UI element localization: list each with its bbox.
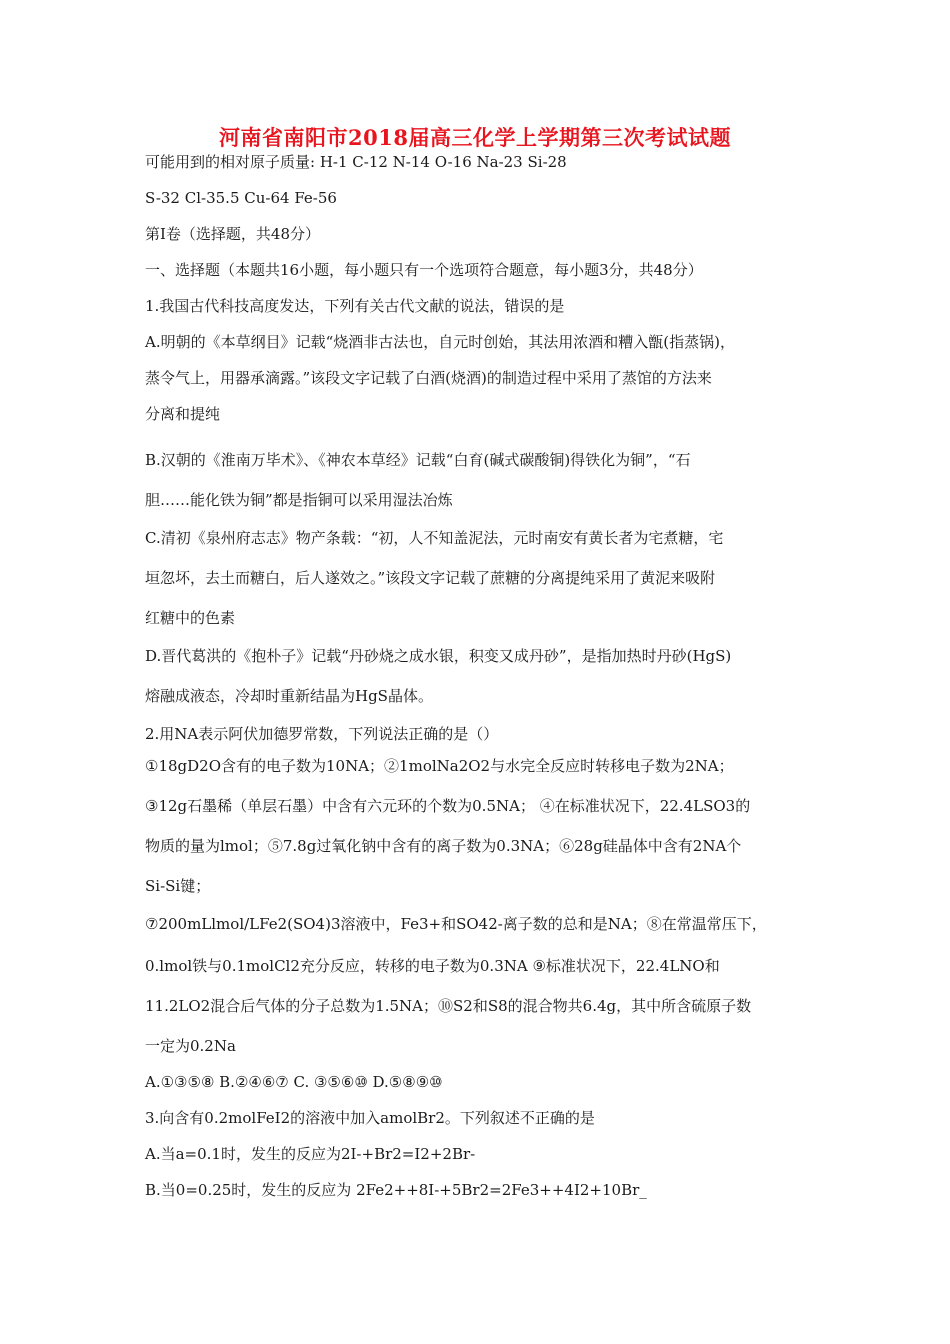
question-2-statement-line-2: ③12g石墨稀（单层石墨）中含有六元环的个数为0.5NA； ④在标准状况下，22.4LSO3的	[145, 797, 751, 815]
question-1-option-c-line-3: 红糖中的色素	[145, 609, 236, 627]
question-1-option-d-line-1: D.晋代葛洪的《抱朴子》记载“丹砂烧之成水银，积变又成丹砂”，是指加热时丹砂(HgS)	[145, 647, 732, 665]
question-2-statement-line-5: ⑦200mLlmol/LFe2(SO4)3溶液中，Fe3+和SO42-离子数的总和是NA；⑧在常温常压下，	[145, 915, 767, 933]
atomic-mass-line-1: 可能用到的相对原子质量: H-1 C-12 N-14 O-16 Na-23 Si-28	[145, 153, 567, 171]
question-3-stem: 3.向含有0.2molFeI2的溶液中加入amolBr2。下列叙述不正确的是	[145, 1109, 595, 1127]
question-3-option-b: B.当0=0.25时，发生的反应为 2Fe2++8I-+5Br2=2Fe3++4I2+10Br_	[145, 1181, 647, 1199]
question-2-statement-line-1: ①18gD2O含有的电子数为10NA；②1molNa2O2与水完全反应时转移电子数为2NA；	[145, 757, 734, 775]
question-2-options: A.①③⑤⑧ B.②④⑥⑦ C. ③⑤⑥⑩ D.⑤⑧⑨⑩	[145, 1073, 443, 1091]
question-2-statement-line-8: 一定为0.2Na	[145, 1037, 236, 1055]
question-2-statement-line-6: 0.lmol铁与0.1molCl2充分反应，转移的电子数为0.3NA ⑨标准状况下，22.4LNO和	[145, 957, 720, 975]
atomic-mass-line-2: S-32 Cl-35.5 Cu-64 Fe-56	[145, 189, 337, 207]
question-2-stem: 2.用NA表示阿伏加德罗常数，下列说法正确的是（）	[145, 725, 499, 743]
question-2-statement-line-7: 11.2LO2混合后气体的分子总数为1.5NA；⑩S2和S8的混合物共6.4g，其中所含硫原子数	[145, 997, 752, 1015]
question-1-option-b-line-2: 胆……能化铁为铜”都是指铜可以采用湿法冶炼	[145, 491, 453, 509]
question-3-option-a: A.当a=0.1时，发生的反应为2I-+Br2=I2+2Br-	[145, 1145, 476, 1163]
question-1-stem: 1.我国古代科技高度发达，下列有关古代文献的说法，错误的是	[145, 297, 565, 315]
question-1-option-d-line-2: 熔融成液态，冷却时重新结晶为HgS晶体。	[145, 687, 433, 705]
document-title: 河南省南阳市2018届高三化学上学期第三次考试试题	[219, 125, 731, 150]
question-1-option-c-line-2: 垣忽坏，去土而糖白，后人遂效之。”该段文字记载了蔗糖的分离提纯采用了黄泥来吸附	[145, 569, 716, 587]
question-1-option-a-line-1: A.明朝的《本草纲目》记载“烧酒非古法也，自元时创始，其法用浓酒和糟入甑(指蒸锅)，	[145, 333, 735, 351]
question-2-statement-line-4: Si-Si键；	[145, 877, 211, 895]
question-1-option-a-line-2: 蒸令气上，用器承滴露。”该段文字记载了白酒(烧酒)的制造过程中采用了蒸馆的方法来	[145, 369, 712, 387]
question-1-option-b-line-1: B.汉朝的《淮南万毕术》、《神农本草经》记载“白育(碱式碳酸铜)得铁化为铜”，“石	[145, 451, 691, 469]
section-heading: 第I卷（选择题，共48分）	[145, 225, 321, 243]
part-heading: 一、选择题（本题共16小题，每小题只有一个选项符合题意，每小题3分，共48分）	[145, 261, 703, 279]
question-1-option-a-line-3: 分离和提纯	[145, 405, 221, 423]
question-2-statement-line-3: 物质的量为lmol；⑤7.8g过氧化钠中含有的离子数为0.3NA；⑥28g硅晶体中含有2NA个	[145, 837, 742, 855]
question-1-option-c-line-1: C.清初《泉州府志志》物产条载：“初，人不知盖泥法，元时南安有黄长者为宅煮糖，宅	[145, 529, 724, 547]
